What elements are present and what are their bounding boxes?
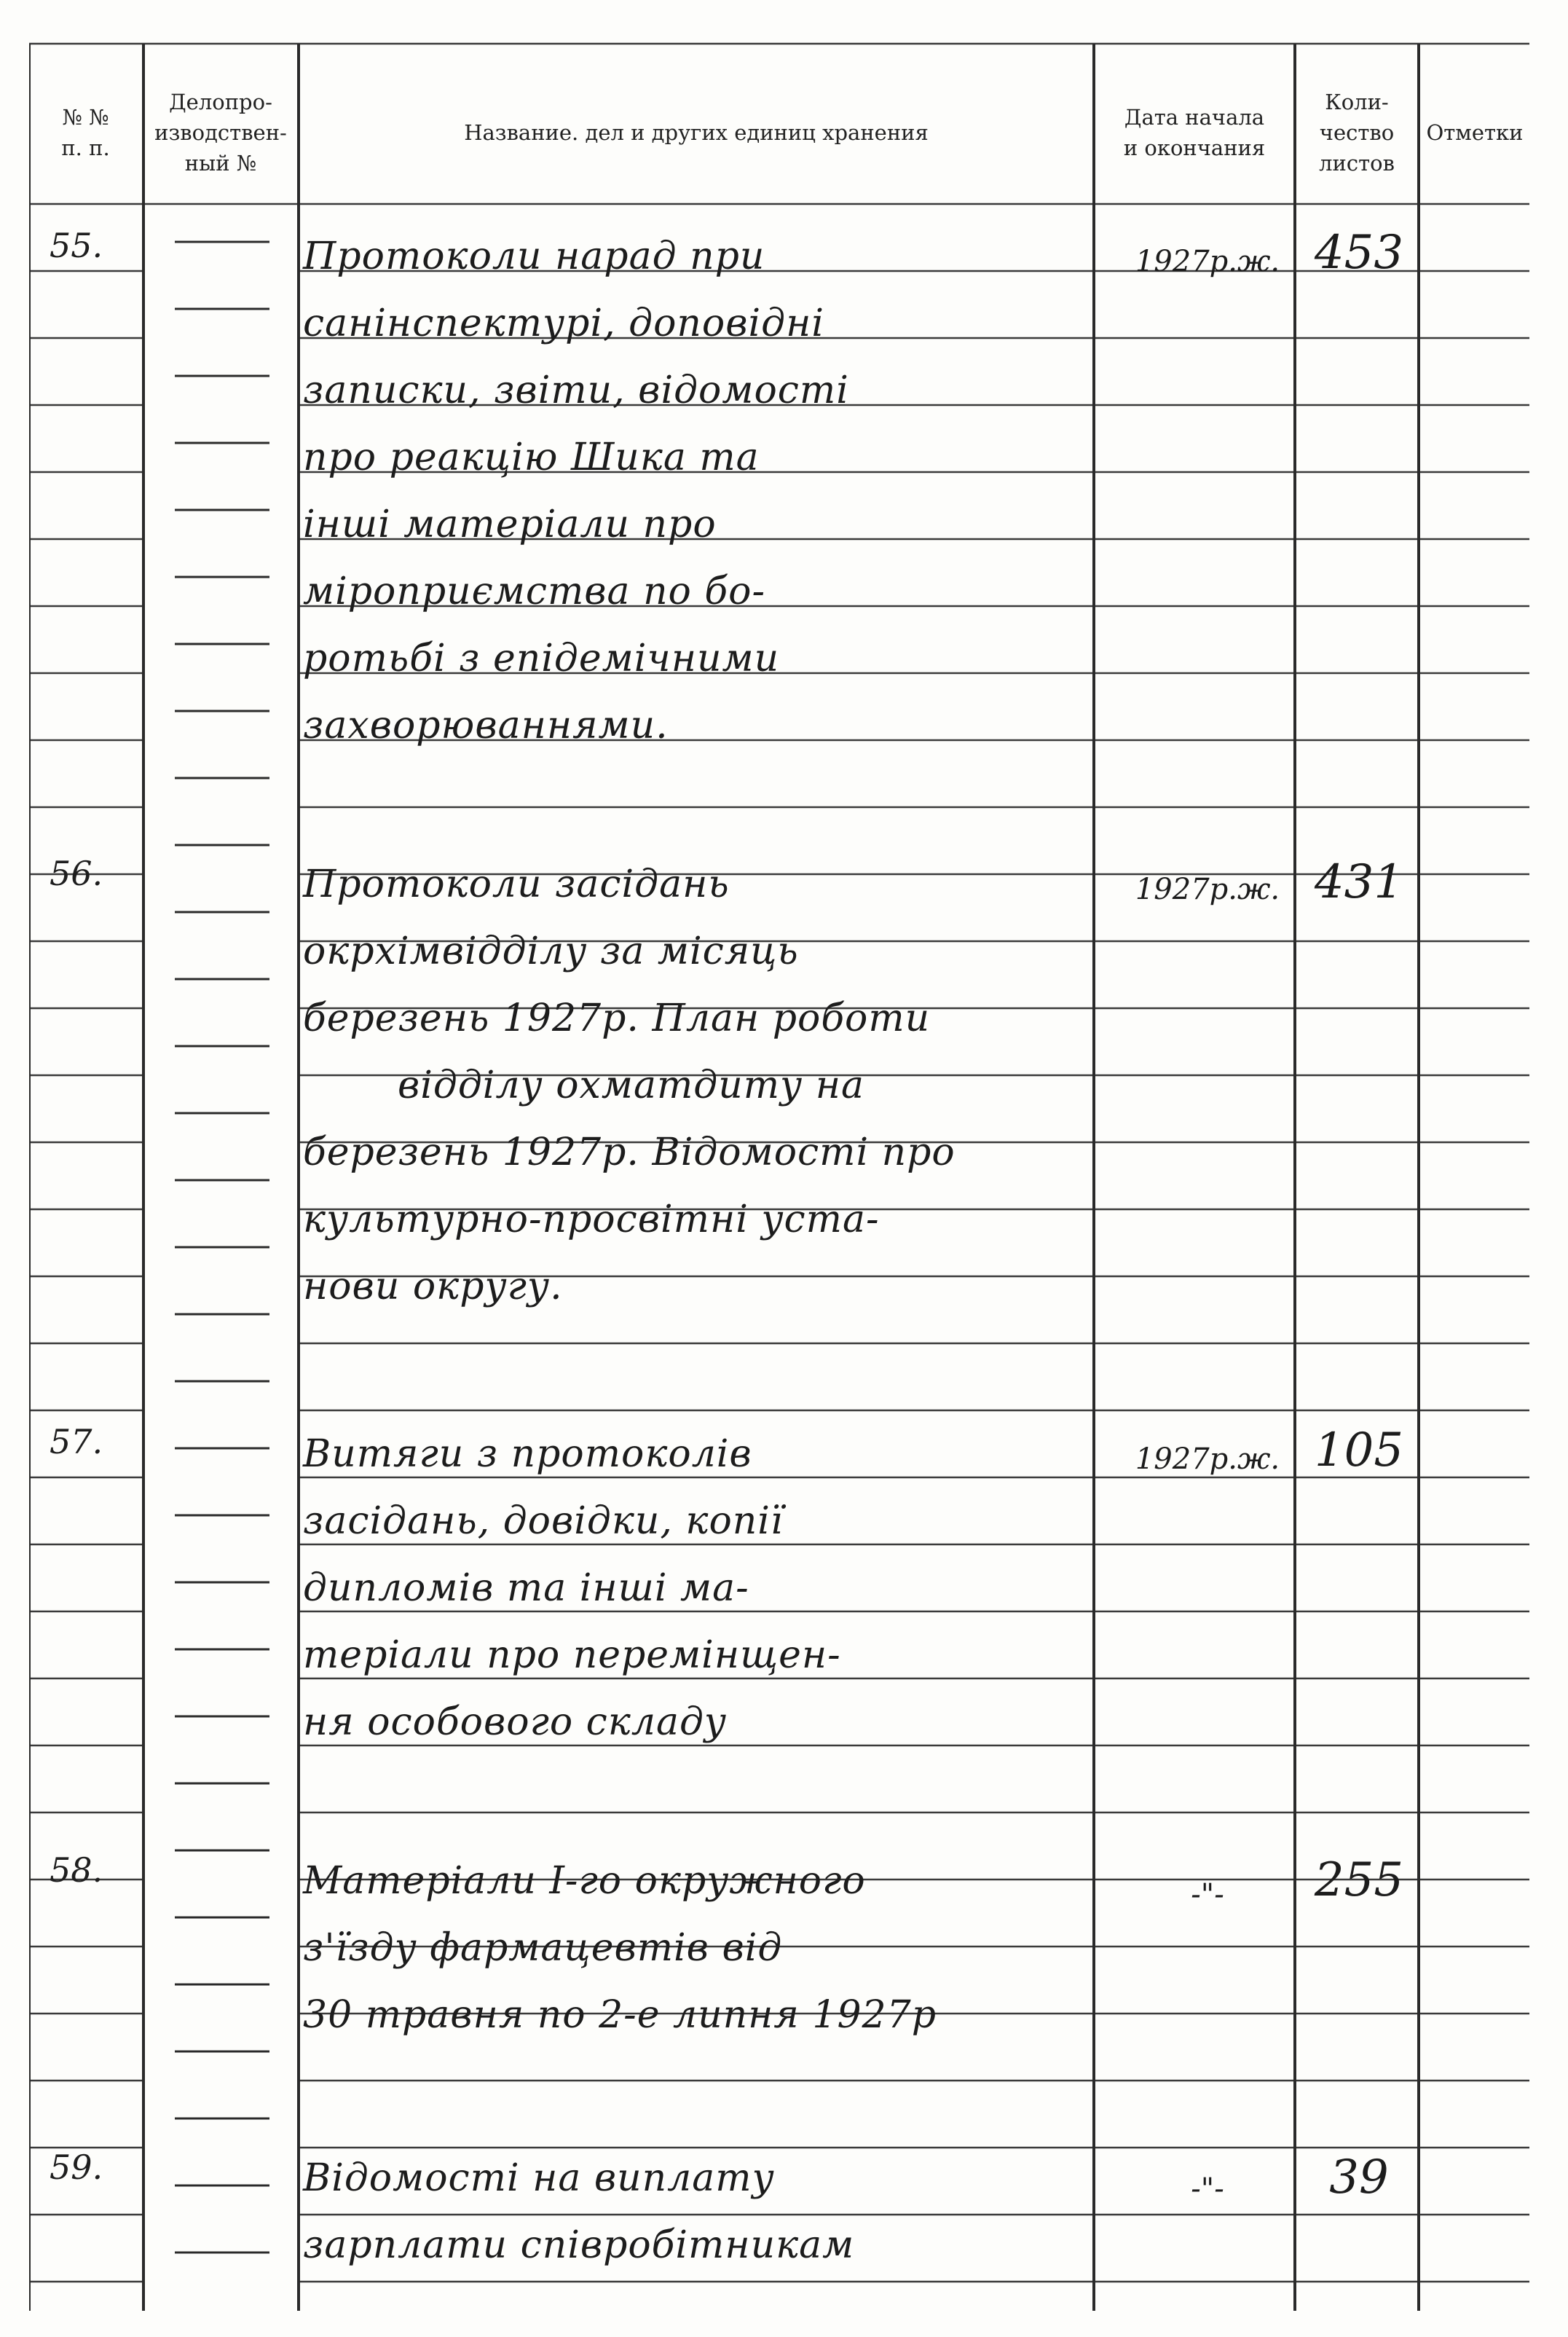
entry-title-line: міроприємства по бо- bbox=[303, 570, 766, 613]
header-notes: Отметки bbox=[1426, 119, 1524, 145]
entry-title-line: 30 травня по 2-е липня 1927р bbox=[303, 1993, 937, 2037]
entry-title-line: Відомості на виплату bbox=[303, 2156, 775, 2200]
entry-dates: 1927р.ж. bbox=[1135, 1442, 1280, 1476]
entry-title-line: окрхімвідділу за місяць bbox=[303, 930, 799, 973]
header-title: Название. дел и других единиц хранения bbox=[464, 119, 929, 145]
entry-title-line: березень 1927р. Відомості про bbox=[303, 1131, 956, 1174]
entry-sheet-count: 255 bbox=[1314, 1853, 1404, 1907]
entry-title-line: Витяги з протоколів bbox=[303, 1432, 752, 1476]
register-page bbox=[29, 38, 1529, 2318]
entry-dates: 1927р.ж. bbox=[1135, 245, 1280, 278]
entry-title-line: з'їзду фармацевтів від bbox=[303, 1926, 783, 1970]
entry-number: 55. bbox=[50, 226, 103, 265]
entry-title-line: березень 1927р. План роботи bbox=[303, 997, 931, 1040]
entry-title-line: ротьбі з епідемічними bbox=[303, 637, 780, 680]
entry-title-line: інші матеріали про bbox=[303, 503, 717, 546]
entry-title-line: ня особового складу bbox=[303, 1700, 728, 1744]
header-number: № № п. п. bbox=[61, 104, 110, 160]
entry-sheet-count: 39 bbox=[1329, 2151, 1389, 2204]
entry-sheet-count: 453 bbox=[1314, 226, 1404, 280]
entry-title-line: санінспектурі, доповідні bbox=[303, 302, 824, 345]
entry-title-line: теріали про перемінщен- bbox=[303, 1633, 841, 1677]
entry-dates: 1927р.ж. bbox=[1135, 873, 1280, 906]
entry-title-line: зарплати співробітникам bbox=[303, 2223, 855, 2267]
entry-title-line: нови округу. bbox=[303, 1265, 563, 1308]
entry-number: 57. bbox=[50, 1422, 103, 1461]
entry-title-line: дипломів та інші ма- bbox=[303, 1566, 749, 1610]
entry-number: 59. bbox=[50, 2148, 103, 2187]
entry-title-line: культурно-просвітні уста- bbox=[303, 1198, 880, 1241]
header-dates: Дата начала и окончания bbox=[1123, 104, 1266, 160]
header-sheets: Коли- чество листов bbox=[1319, 89, 1395, 176]
entry-title-line: Матеріали I-го окружного bbox=[303, 1859, 866, 1903]
header-office-number: Делопро- изводствен- ный № bbox=[154, 89, 287, 176]
entry-dates: -"- bbox=[1191, 2172, 1224, 2206]
entry-title-line: захворюваннями. bbox=[303, 704, 669, 747]
entry-title-line: записки, звіти, відомості bbox=[303, 369, 849, 412]
entry-sheet-count: 105 bbox=[1314, 1423, 1404, 1477]
entry-number: 58. bbox=[50, 1850, 103, 1890]
entry-title-line: Протоколи засідань bbox=[303, 863, 730, 906]
entry-title-line: відділу охматдиту на bbox=[398, 1064, 865, 1107]
entry-dates: -"- bbox=[1191, 1878, 1224, 1912]
entry-title-line: про реакцію Шика та bbox=[303, 436, 760, 479]
entry-sheet-count: 431 bbox=[1314, 855, 1404, 909]
entry-number: 56. bbox=[50, 854, 103, 893]
entry-title-line: Протоколи нарад при bbox=[303, 235, 765, 278]
entry-title-line: засідань, довідки, копії bbox=[303, 1499, 784, 1543]
